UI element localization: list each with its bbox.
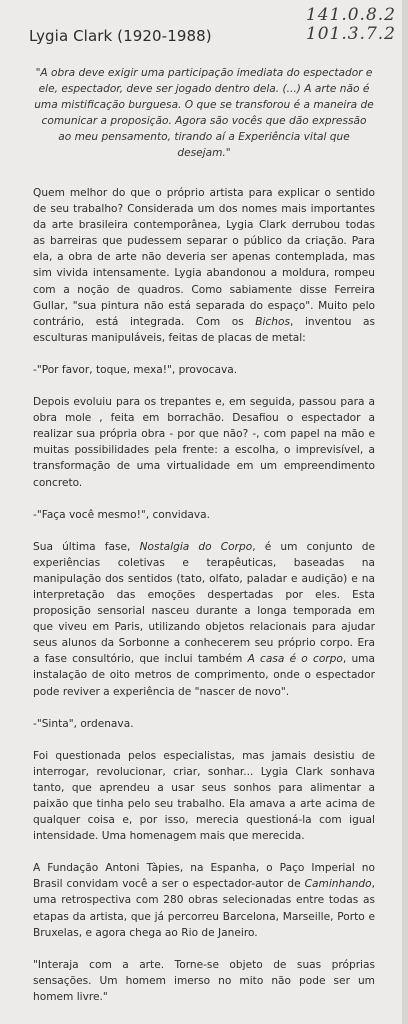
paragraph-2: -"Por favor, toque, mexa!", provocava. bbox=[33, 363, 238, 376]
paragraph-5-text-a: Sua última fase, bbox=[33, 540, 140, 553]
paragraph-8-text-c: , uma retrospectiva com 280 obras selecionadas entre todas as etapas da artista, que já percorreu Barcelona, Marseille, Porto e Bruxelas, e agora chega ao Rio de Janeiro. bbox=[33, 878, 375, 939]
paragraph-5-italic-2: A casa é o corpo bbox=[247, 653, 343, 666]
paragraph-1-italic: Bichos bbox=[255, 315, 291, 328]
paragraph-1 bbox=[33, 185, 375, 346]
paragraph-5 bbox=[33, 539, 375, 700]
body-text bbox=[33, 185, 375, 1021]
epigraph-quote: "A obra deve exigir uma participação imediata do espectador e ele, espectador, deve ser jogado dentro dela. (...) A arte não é uma mistificação burguesa. O que se transforou é a maneira de comunicar a proposição. Agora são vocês que dão expressão ao meu pensamento, tirando aí a Experiência vital que desejam." bbox=[34, 67, 374, 159]
handwritten-reference-code bbox=[270, 6, 396, 44]
page-edge bbox=[402, 0, 408, 1024]
paragraph-5-text-e: , uma instalação de oito metros de comprimento, onde o espectador pode reviver a experiência de "nascer de novo". bbox=[33, 653, 375, 698]
paragraph-3: Depois evoluiu para os trepantes e, em seguida, passou para a obra mole , feita em borrachão. Desafiou o espectador a realizar sua própria obra - por que não? -, com papel na mão e muitas possibilidades pela frente: a escolha, o imprevisível, a transformação de uma virtualidade em um empreendimento concreto. bbox=[33, 396, 375, 489]
paragraph-8 bbox=[33, 860, 375, 940]
paragraph-1-text-c: , inventou as esculturas manipuláveis, feitas de placas de metal: bbox=[33, 315, 376, 344]
page-title: Lygia Clark (1920-1988) bbox=[29, 27, 212, 45]
handwritten-line-1: 141.0.8.2 bbox=[305, 5, 396, 25]
paragraph-6: -"Sinta", ordenava. bbox=[33, 717, 134, 730]
paragraph-5-text-c: , é um conjunto de experiências coletivas e terapêuticas, baseadas na manipulação dos sentidos (tato, olfato, paladar e audição) e na interpretação das emoções despertadas por eles. Esta proposição sensorial nasceu durante a longa temporada em que viveu em Paris, utilizando objetos relacionais para ajudar seus alunos da Sorbonne a conhecerem seu próprio corpo. Era a fase consultório, que inclui também bbox=[33, 540, 375, 666]
paragraph-9: "Interaja com a arte. Torne-se objeto de suas próprias sensações. Um homem imerso no mito não pode ser um homem livre." bbox=[33, 958, 375, 1003]
paragraph-8-italic: Caminhando bbox=[304, 878, 372, 891]
paragraph-7: Foi questionada pelos especialistas, mas jamais desistiu de interrogar, revolucionar, criar, sonhar... Lygia Clark sonhava tanto, que aprendeu a usar seus sonhos para alimentar a paixão que tinha pelo seu trabalho. Ela amava a arte acima de qualquer coisa e, por isso, merecia questioná-la com igual intensidade. Uma homenagem mais que merecida. bbox=[33, 749, 375, 843]
paragraph-4: -"Faça você mesmo!", convidava. bbox=[33, 508, 211, 521]
paragraph-5-italic-1: Nostalgia do Corpo bbox=[139, 540, 253, 553]
paragraph-8-text-a: A Fundação Antoni Tàpies, na Espanha, o Paço Imperial no Brasil convidam você a ser o espectador-autor de bbox=[33, 862, 375, 891]
paragraph-1-text-a: Quem melhor do que o próprio artista para explicar o sentido de seu trabalho? Considerada um dos nomes mais importantes da arte brasileira contemporânea, Lygia Clark derrubou todas as barreiras que pudessem separar o público da criação. Para ela, a obra de arte não deveria ser apenas contemplada, mas sim vivida intensamente. Lygia abandonou a moldura, rompeu com a noção de quadros. Como sabiamente disse Ferreira Gullar, "sua pintura não está separada do espaço". Muito pelo contrário, está integrada. Com os bbox=[33, 187, 375, 328]
handwritten-line-2: 101.3.7.2 bbox=[305, 24, 396, 44]
